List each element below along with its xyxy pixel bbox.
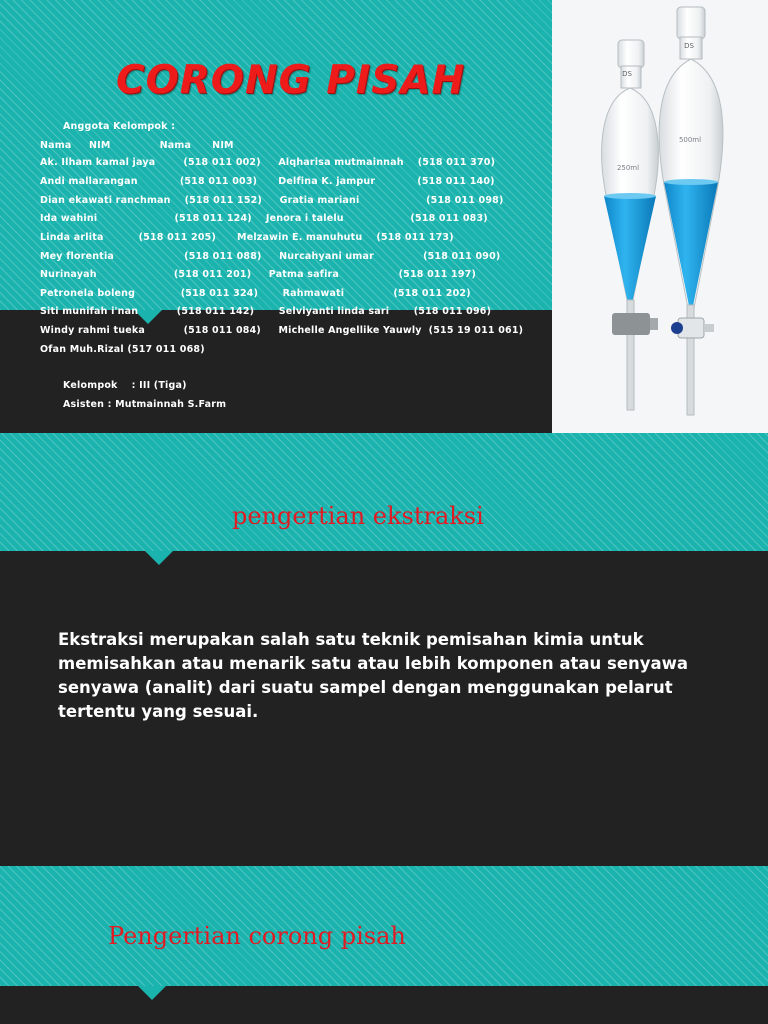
slide3-dark-band	[0, 986, 768, 1024]
section-heading-corong-pisah: Pengertian corong pisah	[108, 922, 406, 950]
group-members-header: Anggota Kelompok :	[63, 121, 176, 132]
large-funnel-brand: DS	[684, 42, 694, 50]
member-row: Dian ekawati ranchman (518 011 152) Gratia mariani (518 011 098)	[40, 195, 504, 206]
member-row: Nurinayah (518 011 201) Patma safira (518 011 197)	[40, 269, 477, 280]
slide2-notch-pointer	[145, 551, 173, 565]
large-funnel-volume: 500ml	[678, 136, 702, 144]
member-row: Ak. Ilham kamal jaya (518 011 002) Alqharisa mutmainnah (518 011 370)	[40, 157, 496, 168]
slide2-teal-band	[0, 433, 768, 551]
group-number-line: Kelompok : III (Tiga)	[63, 380, 187, 391]
member-row: Petronela boleng (518 011 324) Rahmawati (518 011 202)	[40, 288, 471, 299]
member-row: Siti munifah i'nan (518 011 142) Selviyanti linda sari (518 011 096)	[40, 306, 492, 317]
small-funnel	[602, 40, 659, 410]
member-row: Windy rahmi tueka (518 011 084) Michelle Angellike Yauwly (515 19 011 061)	[40, 325, 524, 336]
section-heading-ekstraksi: pengertian ekstraksi	[232, 502, 484, 530]
small-funnel-brand: DS	[622, 70, 632, 78]
member-row: Ida wahini (518 011 124) Jenora i talelu (518 011 083)	[40, 213, 488, 224]
ekstraksi-definition: Ekstraksi merupakan salah satu teknik pemisahan kimia untuk memisahkan atau menarik satu atau lebih komponen atau senyawa senyawa (analit) dari suatu sampel dengan menggunakan pelarut tertentu yang sesuai.	[58, 630, 689, 721]
separatory-funnel-photo	[552, 0, 768, 433]
small-funnel-volume: 250ml	[616, 164, 640, 172]
separatory-funnels-illustration	[552, 0, 768, 433]
assistant-line: Asisten : Mutmainnah S.Farm	[63, 399, 227, 410]
member-row: Linda arlita (518 011 205) Melzawin E. manuhutu (518 011 173)	[40, 232, 454, 243]
members-column-header: Nama NIM Nama NIM	[40, 140, 234, 151]
page-title: CORONG PISAH	[116, 58, 466, 103]
member-row: Andi mallarangan (518 011 003) Delfina K. jampur (518 011 140)	[40, 176, 495, 187]
large-funnel	[659, 7, 723, 415]
member-row: Mey florentia (518 011 088) Nurcahyani umar (518 011 090)	[40, 251, 501, 262]
member-row: Ofan Muh.Rizal (517 011 068)	[40, 344, 205, 355]
slide1-teal-band	[0, 0, 552, 310]
slide3-notch-pointer	[138, 986, 166, 1000]
